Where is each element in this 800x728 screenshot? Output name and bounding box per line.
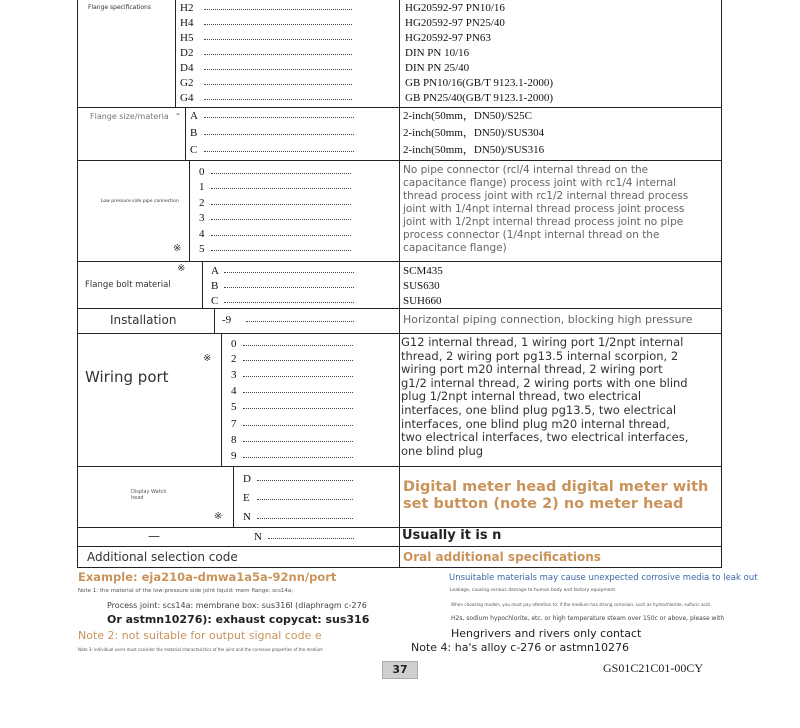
flange-spec-value: HG20592-97 PN63	[405, 32, 491, 44]
display-code: E	[243, 492, 250, 504]
flange-spec-inner-divider	[175, 0, 176, 107]
leader-dots	[257, 499, 353, 500]
display-label-line: Display Watch	[131, 489, 167, 495]
flange-spec-code: G2	[180, 77, 194, 89]
note-4: Note 4: ha's alloy c-276 or astmn10276	[411, 641, 630, 654]
leader-dots	[204, 84, 352, 85]
leader-dots	[246, 321, 354, 322]
usually-description: Usually it is n	[402, 528, 502, 543]
desc-line: interfaces, one blind plug pg13.5, two electrical	[401, 402, 677, 417]
leader-dots	[204, 69, 352, 70]
flange-spec-code: D2	[180, 47, 194, 59]
flange-size-code: B	[190, 127, 198, 139]
desc-line: thread, 2 wiring port pg13.5 internal scorpion, 2	[401, 348, 679, 363]
wiring-code: 9	[231, 450, 237, 462]
page-number: 37	[382, 661, 418, 679]
leader-dots	[211, 204, 351, 205]
bolt-code: C	[211, 295, 219, 307]
low-pressure-label: Low pressure side pipe connection	[101, 199, 179, 204]
leakage-text: Leakage, causing serious damage to human body and factory equipment.	[450, 588, 617, 593]
leader-dots	[211, 188, 351, 189]
leader-dots	[224, 302, 354, 303]
flange-size-value: 2-inch(50mm，DN50)/SUS316	[403, 144, 545, 156]
row-divider	[77, 160, 722, 161]
leader-dots	[204, 39, 352, 40]
leader-dots	[243, 457, 353, 458]
wiring-label: Wiring port	[85, 368, 169, 386]
table-left-border	[77, 0, 78, 568]
leader-dots	[204, 99, 352, 100]
flange-spec-label: Flange specifications	[88, 4, 151, 11]
leader-dots	[211, 219, 351, 220]
flange-spec-code: H4	[180, 17, 194, 29]
low-pressure-code: 0	[199, 166, 205, 178]
desc-line: interfaces, one blind plug m20 internal thread,	[401, 416, 670, 431]
leader-dots	[268, 538, 354, 539]
leader-dots	[243, 376, 353, 377]
display-label	[131, 489, 167, 501]
desc-line: wiring port m20 internal thread, 2 wiring port	[401, 362, 663, 377]
usually-code: N	[254, 531, 262, 543]
low-pressure-code: 2	[199, 197, 205, 209]
flange-spec-value: HG20592-97 PN10/16	[405, 2, 505, 14]
leader-dots	[243, 392, 353, 393]
flange-spec-value: DIN PN 25/40	[405, 62, 470, 74]
leader-dots	[211, 173, 351, 174]
bolt-inner-divider	[202, 261, 203, 308]
flange-spec-code: D4	[180, 62, 194, 74]
additional-value: Oral additional specifications	[403, 550, 601, 564]
installation-label: Installation	[110, 313, 177, 327]
flange-spec-value: GB PN25/40(GB/T 9123.1-2000)	[405, 92, 553, 104]
row-divider	[77, 308, 722, 309]
wiring-code: 5	[231, 401, 237, 413]
bolt-value: SCM435	[403, 265, 443, 277]
leader-dots	[204, 24, 352, 25]
wiring-code: 4	[231, 385, 237, 397]
flange-size-code: C	[190, 144, 198, 156]
bolt-value: SUS630	[403, 280, 440, 292]
hengrivers-text: Hengrivers and rivers only contact	[451, 627, 642, 640]
installation-code: -9	[222, 314, 232, 326]
bolt-label: Flange bolt material	[85, 280, 171, 290]
leader-dots	[224, 287, 354, 288]
leader-dots	[224, 272, 354, 273]
installation-inner-divider	[214, 308, 215, 333]
flange-spec-value: GB PN10/16(GB/T 9123.1-2000)	[405, 77, 553, 89]
leader-dots	[204, 151, 354, 152]
usually-dash: —	[148, 529, 160, 543]
note-1: Note 1: the material of the low-pressure side joint liquid: mem flange: scs14a;	[78, 588, 294, 594]
table-right-border	[721, 0, 722, 568]
flange-size-value: 2-inch(50mm，DN50)/S25C	[403, 110, 532, 122]
low-pressure-code: 4	[199, 228, 205, 240]
flange-spec-code: G4	[180, 92, 194, 104]
reference-mark-icon: ※	[173, 243, 182, 254]
note-3: Note 3: individual users must consider the material characteristics of the joint and the corrosive properties of the medium	[78, 647, 323, 652]
wiring-code: 3	[231, 369, 237, 381]
display-code: N	[243, 511, 251, 523]
process-joint-text: Process joint: scs14a: membrane box: sus316l (diaphragm c-276	[107, 601, 367, 610]
leader-dots	[257, 480, 353, 481]
display-description	[403, 479, 721, 513]
row-divider	[77, 107, 722, 108]
leader-dots	[243, 360, 353, 361]
flange-spec-value: DIN PN 10/16	[405, 47, 470, 59]
bolt-value: SUH660	[403, 295, 442, 307]
leader-dots	[243, 345, 353, 346]
leader-dots	[204, 134, 354, 135]
leader-dots	[204, 117, 354, 118]
bolt-code: A	[211, 265, 219, 277]
wiring-inner-divider	[221, 333, 222, 466]
desc-line: capacitance flange) process joint with rc1/4 internal	[403, 177, 677, 189]
additional-label: Additional selection code	[87, 550, 238, 564]
row-divider	[77, 333, 722, 334]
bolt-code: B	[211, 280, 219, 292]
example-text: Example: eja210a-dmwa1a5a-92nn/port	[78, 570, 337, 584]
desc-line: joint with 1/2npt internal thread process joint no pipe	[403, 216, 684, 228]
installation-description: Horizontal piping connection, blocking high pressure	[403, 313, 693, 326]
desc-line: joint with 1/4npt internal thread process joint process	[403, 203, 685, 215]
leader-dots	[211, 250, 351, 251]
low-pressure-code: 1	[199, 181, 205, 193]
flange-spec-value: HG20592-97 PN25/40	[405, 17, 505, 29]
desc-line: process connector (1/4npt internal thread on the	[403, 229, 660, 241]
low-pressure-description	[403, 164, 721, 255]
reference-mark-icon: ※	[214, 511, 223, 522]
desc-line: set button (note 2) no meter head	[403, 496, 684, 512]
table-middle-divider	[399, 0, 400, 568]
reference-mark-icon: ※	[177, 263, 186, 274]
leader-dots	[243, 425, 353, 426]
leader-dots	[243, 441, 353, 442]
flange-size-label: Flange size/materia	[90, 112, 169, 121]
document-code: GS01C21C01-00CY	[603, 661, 704, 675]
desc-line: plug 1/2npt internal thread, two electrical	[401, 389, 642, 404]
row-divider	[77, 466, 722, 467]
display-inner-divider	[233, 466, 234, 527]
wiring-code: 2	[231, 353, 237, 365]
wiring-code: 8	[231, 434, 237, 446]
or-astm-text: Or astmn10276): exhaust copycat: sus316	[107, 613, 370, 626]
display-label-line: head	[131, 495, 144, 501]
desc-line: Digital meter head digital meter with	[403, 479, 709, 495]
low-pressure-code: 5	[199, 243, 205, 255]
display-code: D	[243, 473, 251, 485]
desc-line: two electrical interfaces, two electrical interfaces,	[401, 430, 689, 445]
leader-dots	[204, 9, 352, 10]
desc-line: one blind plug	[401, 443, 484, 458]
desc-line: No pipe connector (rcl/4 internal thread on the	[403, 164, 649, 176]
low-pressure-inner-divider	[189, 160, 190, 261]
note-2: Note 2: not suitable for output signal code e	[78, 629, 322, 642]
desc-line: G12 internal thread, 1 wiring port 1/2npt internal	[401, 335, 684, 349]
wiring-code: 0	[231, 338, 237, 350]
reference-mark-icon: ※	[203, 353, 212, 364]
row-divider	[77, 546, 722, 547]
leader-dots	[243, 408, 353, 409]
desc-line: capacitance flange)	[403, 242, 507, 254]
h2s-text: H2s, sodium hypochlorite, etc. or high temperature steam over 150c or above, please with	[451, 615, 725, 622]
row-divider	[77, 261, 722, 262]
leader-dots	[211, 235, 351, 236]
row-divider	[77, 527, 722, 528]
desc-line: g1/2 internal thread, 2 wiring ports with one blind	[401, 375, 688, 390]
when-choosing-text: When choosing models, you must pay attention to: if the medium has strong corrosion, such as hydrochloride, sulfuric acid,	[451, 602, 711, 607]
low-pressure-code: 3	[199, 212, 205, 224]
table-bottom-border	[77, 567, 722, 568]
leader-dots	[204, 54, 352, 55]
flange-spec-code: H5	[180, 32, 194, 44]
wiring-code: 7	[231, 418, 237, 430]
flange-size-code: A	[190, 110, 198, 122]
flange-size-value: 2-inch(50mm，DN50)/SUS304	[403, 127, 545, 139]
flange-size-inner-divider	[185, 107, 186, 160]
wiring-description	[401, 336, 721, 458]
unsuitable-warning: Unsuitable materials may cause unexpected corrosive media to leak out	[449, 573, 758, 583]
flange-spec-code: H2	[180, 2, 194, 14]
leader-dots	[257, 518, 353, 519]
desc-line: thread process joint with rc1/2 internal thread process	[403, 190, 689, 202]
